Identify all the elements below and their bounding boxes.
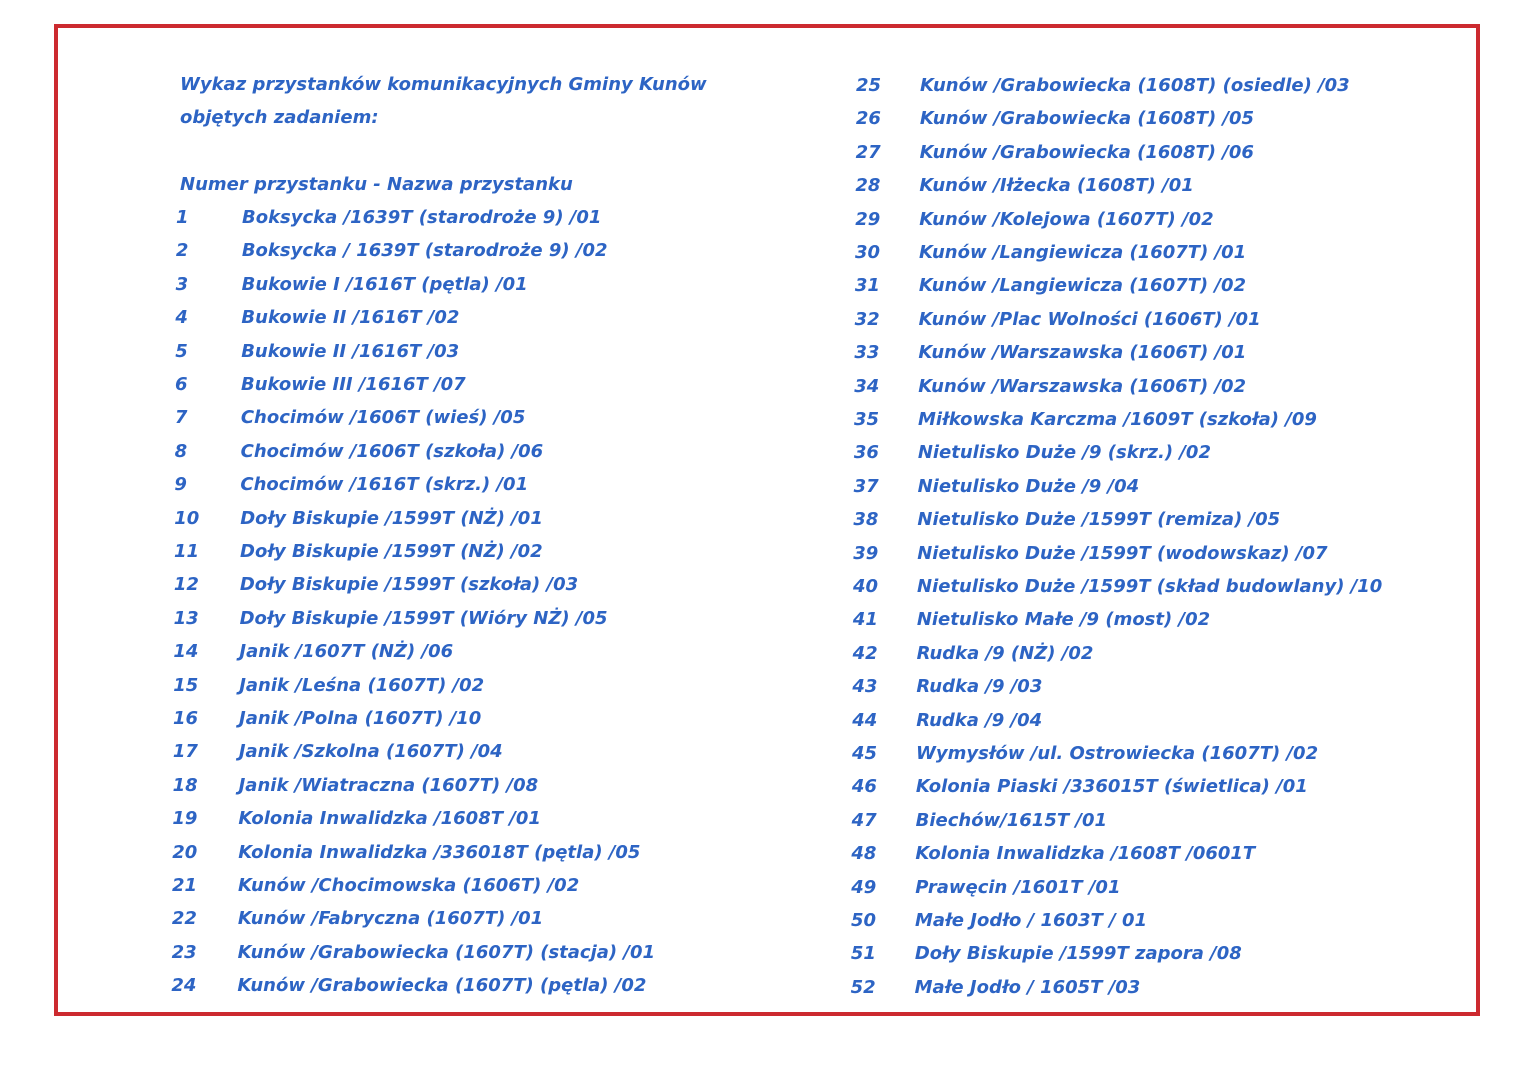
stop-name: Chocimów /1616T (skrz.) /01 (240, 474, 529, 496)
stop-number: 9 (174, 474, 187, 496)
stop-name: Bukowie II /1616T /02 (241, 307, 460, 329)
stop-name: Wymysłów /ul. Ostrowiecka (1607T) /02 (916, 743, 1319, 764)
stop-number: 52 (850, 976, 876, 998)
stop-number: 32 (854, 308, 880, 330)
stop-name: Nietulisko Duże /1599T (wodowskaz) /07 (917, 542, 1328, 564)
stop-number: 10 (174, 507, 200, 529)
stop-number: 30 (855, 242, 881, 263)
stop-number: 45 (852, 743, 878, 764)
stop-name: Miłkowska Karczma /1609T (szkoła) /09 (918, 409, 1317, 430)
stop-name: Rudka /9 (NŻ) /02 (916, 642, 1094, 664)
stop-name: Chocimów /1606T (szkoła) /06 (240, 440, 544, 462)
stop-name: Nietulisko Duże /9 (skrz.) /02 (917, 442, 1211, 464)
stop-name: Rudka /9 /03 (916, 676, 1043, 698)
stop-number: 21 (172, 875, 198, 896)
stop-number: 11 (174, 541, 200, 562)
stop-number: 36 (853, 442, 879, 464)
stop-name: Nietulisko Duże /1599T (skład budowlany) /10 (917, 576, 1383, 597)
stop-number: 42 (852, 642, 878, 664)
stop-name: Janik /Polna (1607T) /10 (239, 708, 482, 729)
stop-number: 33 (854, 342, 880, 364)
stop-name: Chocimów /1606T (wieś) /05 (240, 407, 526, 429)
stop-name: Kolonia Inwalidzka /336018T (pętla) /05 (238, 841, 641, 863)
stop-number: 51 (850, 943, 876, 965)
stop-name: Doły Biskupie /1599T zapora /08 (914, 943, 1242, 965)
stop-name: Kolonia Piaski /336015T (świetlica) /01 (915, 776, 1308, 798)
stop-number: 23 (171, 941, 197, 963)
document-title-line-2: objętych zadaniem: (180, 107, 379, 128)
stop-number: 44 (852, 709, 878, 731)
stop-number: 31 (854, 275, 880, 297)
stop-number: 6 (175, 374, 188, 395)
stop-number: 49 (851, 876, 877, 898)
stop-number: 50 (851, 910, 877, 931)
stop-number: 14 (173, 641, 199, 663)
stop-number: 12 (173, 574, 199, 596)
stop-number: 38 (853, 509, 879, 531)
stop-name: Doły Biskupie /1599T (NŻ) /02 (240, 541, 543, 562)
stop-number: 26 (855, 108, 881, 130)
stop-name: Małe Jodło / 1605T /03 (914, 976, 1141, 998)
stop-name: Kunów /Iłżecka (1608T) /01 (919, 175, 1194, 197)
stop-name: Kunów /Fabryczna (1607T) /01 (237, 908, 544, 930)
stop-number: 43 (852, 676, 878, 698)
stop-name: Doły Biskupie /1599T (NŻ) /01 (240, 507, 543, 529)
stop-number: 27 (855, 141, 881, 163)
stop-number: 48 (851, 843, 877, 865)
stop-number: 41 (852, 609, 878, 631)
stop-number: 8 (174, 440, 188, 462)
stop-name: Kunów /Plac Wolności (1606T) /01 (918, 308, 1261, 330)
stop-number: 46 (851, 776, 877, 798)
stop-number: 4 (175, 307, 188, 329)
stop-name: Kunów /Grabowiecka (1607T) (pętla) /02 (237, 975, 647, 997)
stop-name: Kunów /Kolejowa (1607T) /02 (919, 208, 1214, 230)
stop-number: 34 (854, 375, 880, 397)
stop-name: Boksycka / 1639T (starodroże 9) /02 (241, 240, 608, 262)
stop-number: 2 (175, 240, 189, 262)
stop-name: Kunów /Warszawska (1606T) /02 (918, 375, 1247, 397)
stop-name: Kunów /Langiewicza (1607T) /02 (918, 275, 1247, 297)
stop-name: Kunów /Grabowiecka (1607T) (stacja) /01 (237, 941, 656, 963)
stop-name: Bukowie III /1616T /07 (241, 374, 466, 395)
stop-number: 39 (853, 542, 879, 564)
stop-name: Janik /1607T (NŻ) /06 (239, 641, 454, 663)
column-header: Numer przystanku - Nazwa przystanku (180, 174, 573, 195)
stop-number: 1 (176, 207, 189, 228)
stop-number: 29 (855, 208, 881, 230)
stop-name: Boksycka /1639T (starodroże 9) /01 (242, 207, 602, 228)
stop-name: Nietulisko Duże /9 /04 (917, 475, 1140, 497)
stop-number: 17 (172, 741, 198, 763)
stop-name: Nietulisko Duże /1599T (remiza) /05 (917, 509, 1281, 531)
stop-number: 15 (173, 674, 199, 696)
stop-name: Doły Biskupie /1599T (Wióry NŻ) /05 (239, 607, 608, 629)
stop-name: Janik /Wiatraczna (1607T) /08 (238, 774, 539, 796)
stop-number: 3 (175, 273, 189, 295)
stop-name: Kolonia Inwalidzka /1608T /0601T (915, 843, 1256, 865)
stop-name: Kunów /Grabowiecka (1608T) /06 (919, 141, 1254, 163)
stop-name: Kolonia Inwalidzka /1608T /01 (238, 808, 541, 830)
stop-number: 25 (856, 75, 882, 96)
stop-number: 22 (171, 908, 197, 930)
stop-name: Janik /Leśna (1607T) /02 (239, 674, 485, 696)
stop-number: 18 (172, 774, 198, 796)
stop-number: 20 (172, 841, 198, 863)
stop-name: Kunów /Warszawska (1606T) /01 (918, 342, 1247, 364)
stop-number: 37 (853, 475, 879, 497)
stop-name: Bukowie I /1616T (pętla) /01 (241, 273, 528, 295)
document-title-line-1: Wykaz przystanków komunikacyjnych Gminy Kunów (180, 74, 707, 95)
stop-name: Kunów /Chocimowska (1606T) /02 (238, 875, 580, 896)
stop-number: 35 (854, 409, 880, 430)
stop-number: 19 (172, 808, 198, 830)
stop-name: Rudka /9 /04 (916, 709, 1043, 731)
stop-number: 13 (173, 607, 199, 629)
stop-number: 40 (853, 576, 879, 597)
stop-name: Biechów/1615T /01 (915, 809, 1108, 831)
stop-name: Prawęcin /1601T /01 (915, 876, 1121, 898)
stop-name: Kunów /Grabowiecka (1608T) (osiedle) /03 (920, 75, 1350, 96)
stop-name: Małe Jodło / 1603T / 01 (915, 910, 1147, 931)
stop-number: 16 (173, 708, 199, 729)
stop-name: Nietulisko Małe /9 (most) /02 (916, 609, 1211, 631)
stop-name: Doły Biskupie /1599T (szkoła) /03 (239, 574, 579, 596)
stop-name: Kunów /Grabowiecka (1608T) /05 (919, 108, 1255, 130)
stop-number: 28 (855, 175, 881, 197)
stop-number: 24 (171, 975, 197, 997)
stop-name: Janik /Szkolna (1607T) /04 (238, 741, 503, 763)
stop-name: Kunów /Langiewicza (1607T) /01 (919, 242, 1247, 263)
stop-number: 47 (851, 809, 877, 831)
stop-name: Bukowie II /1616T /03 (241, 340, 460, 362)
stop-number: 5 (175, 340, 188, 362)
stop-number: 7 (174, 407, 188, 429)
